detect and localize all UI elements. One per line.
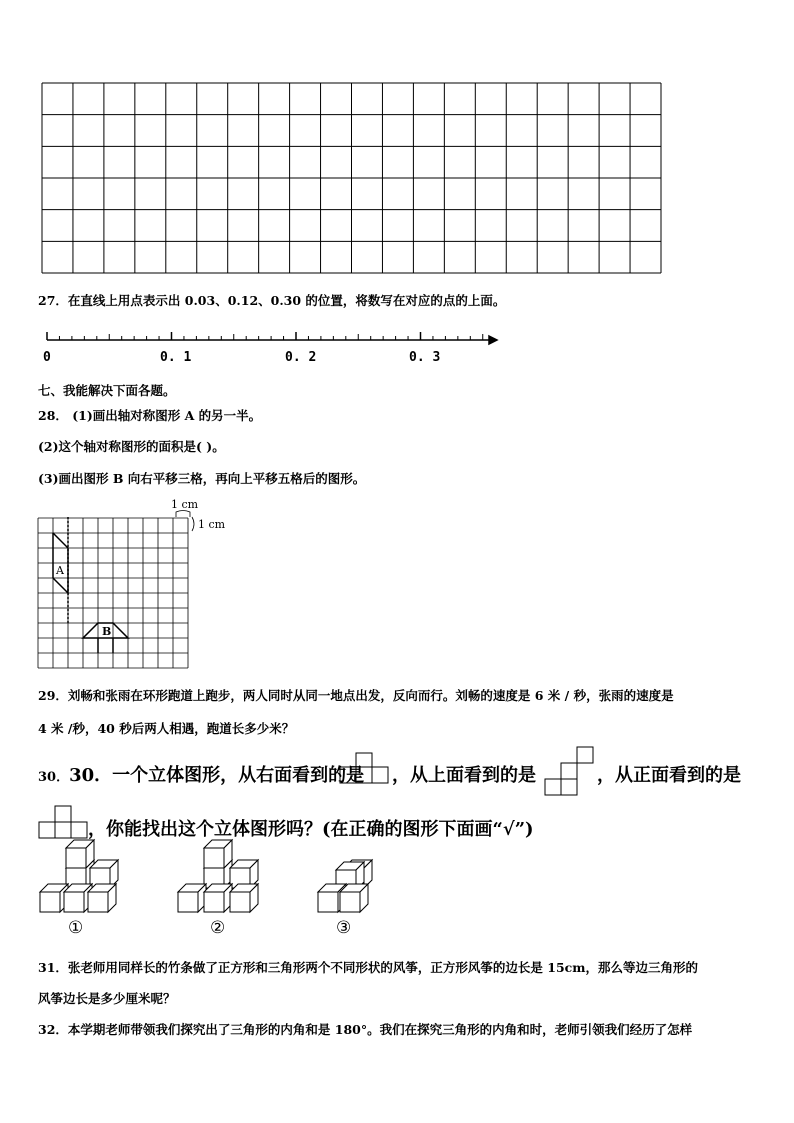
shape-a-label: A [56,564,64,577]
unit-height-label: 1 cm [198,518,226,531]
q28-part3: (3)画出图形 B 向右平移三格，再向上平移五格后的图形。 [38,471,366,486]
q30-seg1: 30．30．一个立体图形，从右面看到的是 [38,765,365,786]
q31-line1: 31．张老师用同样长的竹条做了正方形和三角形两个不同形状的风筝，正方形风筝的边长是 15cm，那么等边三角形的 [38,960,698,975]
top-view-figure [543,745,603,795]
number-line [0,320,794,380]
tick-label-0: 0 [43,350,51,365]
q30-seg4: ，你能找出这个立体图形吗？(在正确的图形下面画“√”) [88,819,534,840]
q27-text: 27．在直线上用点表示出 0.03、0.12、0.30 的位置，将数写在对应的点的上面。 [38,293,506,308]
option-2-label[interactable]: ② [210,918,226,938]
q29-line2: 4 米 /秒，40 秒后两人相遇，跑道长多少米？ [38,721,295,736]
blank-grid [0,0,794,280]
tick-label-0-2: 0. 2 [285,350,317,365]
right-view-figure [339,752,399,792]
unit-width-label: 1 cm [171,498,199,511]
option-1-label[interactable]: ① [68,918,84,938]
shape-b-label: B [102,625,112,638]
q30-seg2: ，从上面看到的是 [392,765,536,786]
q32-line1: 32．本学期老师带领我们探究出了三角形的内角和是 180°。我们在探究三角形的内角和时，老师引领我们经历了怎样 [38,1022,693,1037]
option-figures [0,850,794,930]
q28-grid-figure [0,495,794,675]
tick-label-0-3: 0. 3 [409,350,441,365]
tick-label-0-1: 0. 1 [160,350,192,365]
option-3-label[interactable]: ③ [336,918,352,938]
q30-seg3: ，从正面看到的是 [597,765,741,786]
section-title: 七、我能解决下面各题。 [38,383,176,398]
q29-line1: 29．刘畅和张雨在环形跑道上跑步，两人同时从同一地点出发，反向而行。刘畅的速度是 6 米 / 秒，张雨的速度是 [38,688,674,703]
q31-line2: 风筝边长是多少厘米呢？ [38,991,176,1006]
q28-part1: 28． (1)画出轴对称图形 A 的另一半。 [38,408,262,423]
q28-part2: (2)这个轴对称图形的面积是( )。 [38,439,225,454]
